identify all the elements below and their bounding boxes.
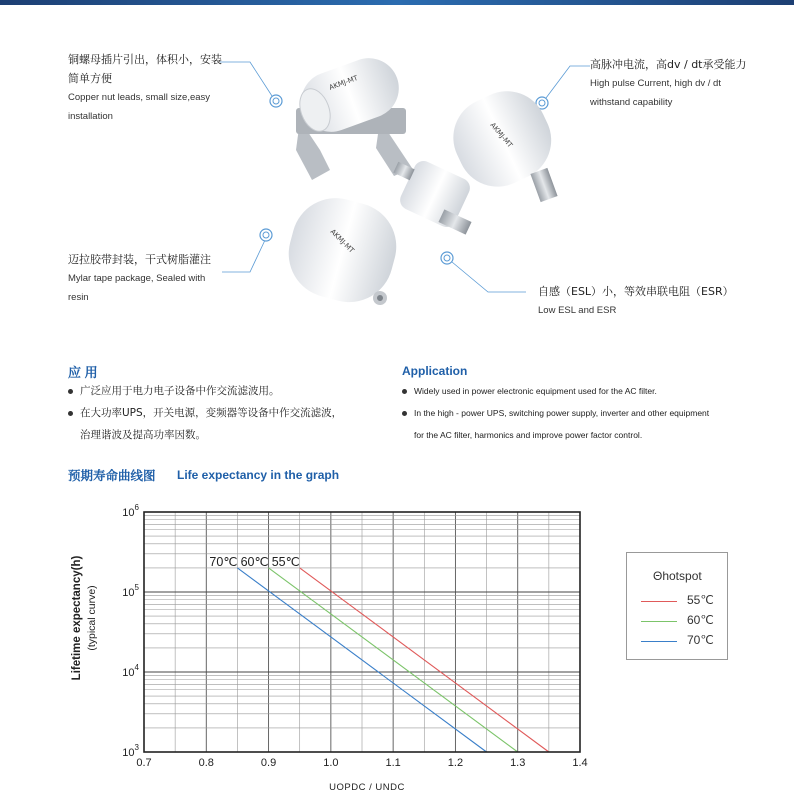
legend-label: 55℃ [687, 593, 714, 607]
list-item: 在大功率UPS，开关电源，变频器等设备中作交流滤波， 治理谐波及提高功率因数。 [68, 402, 388, 446]
curve-annotation: 60℃ [240, 554, 269, 569]
x-tick-label: 1.4 [572, 757, 588, 769]
curve-annotation: 70℃ [209, 554, 238, 569]
product-label-3: AKMJ-MT [328, 227, 356, 255]
y-axis-sublabel: (typical curve) [86, 585, 98, 651]
callout-en-line2: withstand capability [590, 97, 673, 108]
application-title-en: Application [402, 364, 468, 378]
x-tick-label: 0.9 [260, 757, 277, 769]
graph-title-en: Life expectancy in the graph [177, 468, 340, 482]
legend-label: 70℃ [687, 633, 714, 647]
callout-en: Copper nut leads, small size,easy [68, 92, 211, 103]
callout-en: Low ESL and ESR [538, 305, 617, 316]
legend-item [641, 593, 721, 609]
callout-en: Mylar tape package, Sealed with [68, 273, 206, 284]
curve-annotation: 55℃ [271, 554, 300, 569]
x-tick-label: 1.2 [447, 757, 464, 769]
callout-cn-line2: 简单方便 [68, 72, 112, 85]
legend-label: 60℃ [687, 613, 714, 627]
legend-title: Θhotspot [653, 569, 702, 583]
callout-en: High pulse Current, high dv / dt [590, 78, 721, 89]
y-tick-label: $10^3$ [122, 743, 139, 759]
x-tick-label: 1.3 [510, 757, 526, 769]
y-tick-label: $10^5$ [122, 583, 139, 599]
graph-title-cn: 预期寿命曲线图 [68, 468, 156, 483]
callout-cn: 自感（ESL）小，等效串联电阻（ESR） [538, 285, 734, 298]
legend-swatch [641, 621, 677, 622]
callout-cn: 高脉冲电流，高dv / dt承受能力 [590, 58, 747, 71]
callout-cn: 铜螺母插片引出，体积小，安装 [68, 53, 222, 66]
callout-en-line2: installation [68, 111, 113, 122]
x-tick-label: 1.1 [385, 757, 401, 769]
y-tick-label: $10^6$ [122, 503, 139, 519]
legend-item [641, 633, 721, 649]
y-axis-label: Lifetime expectancy(h) [71, 555, 83, 681]
application-title-cn: 应 用 [68, 365, 98, 380]
product-label: AKMJ-MT [327, 74, 359, 92]
list-item: In the high - power UPS, switching power supply, inverter and other equipment for the AC filter, harmonics and improve power factor control. [402, 402, 782, 446]
callout-en-line2: resin [68, 292, 89, 303]
legend-item [641, 613, 721, 629]
list-item: 广泛应用于电力电子设备中作交流滤波用。 [68, 380, 388, 402]
legend-swatch [641, 641, 677, 642]
list-item: Widely used in power electronic equipment used for the AC filter. [402, 380, 782, 402]
x-tick-label: 1.0 [323, 757, 339, 769]
legend-swatch [641, 601, 677, 602]
y-tick-label: $10^4$ [122, 663, 139, 679]
product-label-2: AKMJ-MT [488, 121, 514, 150]
x-tick-label: 0.8 [198, 757, 214, 769]
chart-grid [144, 512, 580, 752]
chart-legend [626, 552, 728, 660]
x-tick-label: 0.7 [136, 757, 152, 769]
callout-cn: 迈拉胶带封装，干式树脂灌注 [68, 253, 211, 266]
chart-series [209, 555, 548, 752]
x-axis-label: UOPDC / UNDC [329, 782, 405, 793]
